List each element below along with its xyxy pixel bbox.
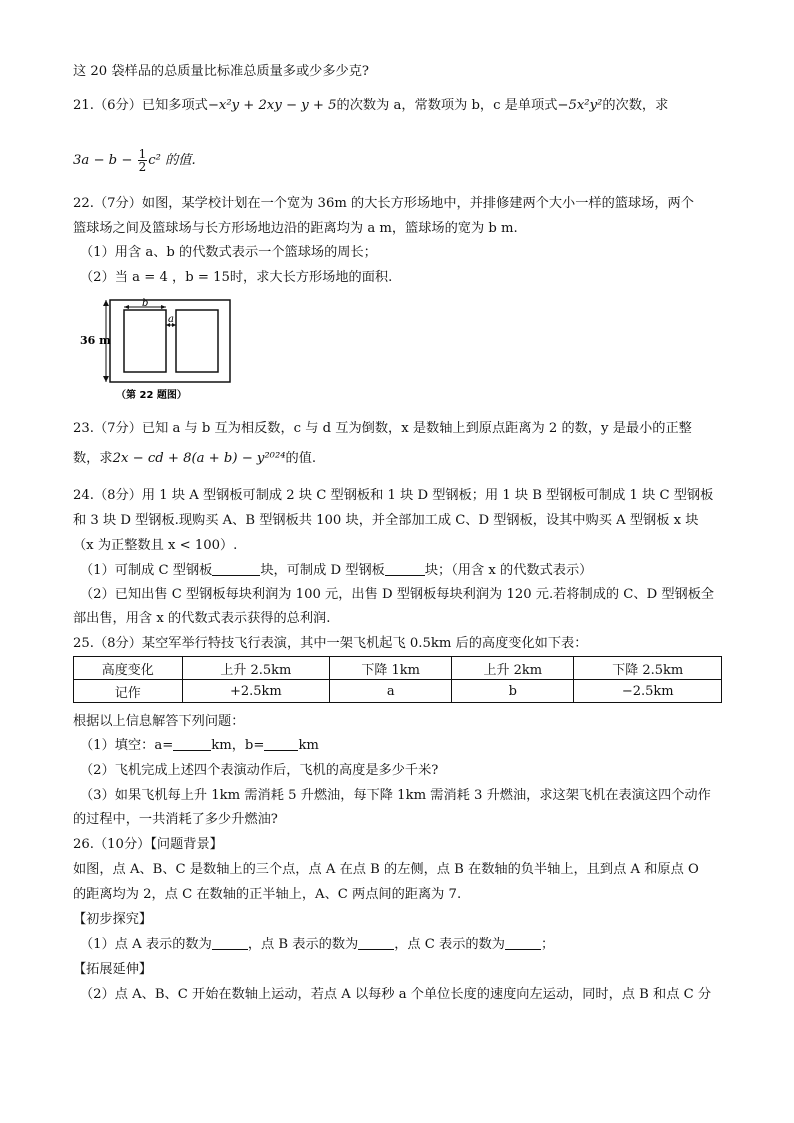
q26-line1: 26.（10分）【问题背景】 [73, 837, 223, 852]
q22-diagram [80, 298, 240, 408]
q23-text: 数，求 [73, 451, 113, 466]
table-cell: +2.5km [182, 680, 330, 703]
answer-blank[interactable] [212, 562, 260, 576]
table-cell: b [452, 680, 574, 703]
q23-text-end: 的值. [285, 451, 317, 466]
q24-sub1-text-mid: 块，可制成 D 型钢板 [260, 563, 385, 578]
q21-expr-end: c² 的值. [148, 153, 196, 168]
q21-text-end: 的次数，求 [602, 98, 669, 113]
table-row [74, 680, 722, 703]
label-b: b [142, 298, 149, 309]
arrow-head-top [103, 300, 109, 306]
q24-sub2: （2）已知出售 C 型钢板每块利润为 100 元，出售 D 型钢板每块利润为 120 元.若将制成的 C、D 型钢板全 [80, 587, 715, 602]
q25-sub1 [80, 737, 740, 755]
answer-blank[interactable] [173, 737, 211, 751]
q24-line1: 24.（8分）用 1 块 A 型钢板可制成 2 块 C 型钢板和 1 块 D 型钢板；用 1 块 B 型钢板可制成 1 块 C 型钢板 [73, 488, 714, 503]
q26-section2: 【拓展延伸】 [73, 962, 153, 977]
q22-figure [80, 298, 240, 412]
q26-line2: 如图，点 A、B、C 是数轴上的三个点，点 A 在点 B 的左侧，点 B 在数轴的负半轴上，且到点 A 和原点 O [73, 862, 699, 877]
q26-sub1-text-c: ，点 C 表示的数为 [394, 937, 505, 952]
q21-line1 [73, 97, 733, 115]
table-cell: −2.5km [574, 680, 722, 703]
q23-line1: 23.（7分）已知 a 与 b 互为相反数，c 与 d 互为倒数，x 是数轴上到原点距离为 2 的数，y 是最小的正整 [73, 421, 692, 436]
table-cell: 下降 2.5km [574, 657, 722, 680]
q22-sub2: （2）当 a = 4 ，b = 15时，求大长方形场地的面积. [80, 270, 393, 285]
table-row [74, 657, 722, 680]
b-arrow-left [124, 305, 129, 309]
q21-fraction-num: 1 [138, 147, 147, 161]
q24-sub1 [80, 562, 740, 580]
court-right [176, 310, 218, 372]
b-arrow-right [161, 305, 166, 309]
q21-fraction [138, 148, 148, 173]
table-cell: 上升 2km [452, 657, 574, 680]
q24-line2: 和 3 块 D 型钢板.现购买 A、B 型钢板共 100 块，并全部加工成 C、D 型钢板，设其中购买 A 型钢板 x 块 [73, 513, 699, 528]
table-cell: 下降 1km [330, 657, 452, 680]
q21-monomial: −5x²y² [557, 98, 603, 113]
q26-sub1 [80, 936, 740, 954]
table-cell: a [330, 680, 452, 703]
q26-sub1-text-b: ，点 B 表示的数为 [247, 937, 359, 952]
q24-line3: （x 为正整数且 x < 100）. [73, 538, 238, 553]
answer-blank[interactable] [505, 936, 541, 950]
label-36m: 36 m [80, 334, 111, 347]
arrow-head-bottom [103, 376, 109, 382]
q26-sub2: （2）点 A、B、C 开始在数轴上运动，若点 A 以每秒 a 个单位长度的速度向左运动，同时，点 B 和点 C 分 [80, 987, 712, 1002]
q24-sub1-text-end: 块；（用含 x 的代数式表示） [424, 563, 593, 578]
field-rect [110, 300, 230, 382]
q23-line2 [73, 450, 733, 468]
q25-line2: 根据以上信息解答下列问题： [73, 714, 245, 729]
q25-sub1-text: （1）填空：a= [80, 738, 174, 753]
q24-sub2-cont: 部出售，用含 x 的代数式表示获得的总利润. [73, 611, 331, 626]
q21-line2 [73, 146, 733, 176]
q25-table [73, 656, 722, 703]
q26-line3: 的距离均为 2，点 C 在数轴的正半轴上，A、C 两点间的距离为 7. [73, 887, 462, 902]
answer-blank[interactable] [385, 562, 425, 576]
q21-text-mid: 的次数为 a，常数项为 b，c 是单项式 [336, 98, 558, 113]
q25-sub1-text-mid: km，b= [211, 738, 265, 753]
q21-expr: 3a − b − [73, 153, 133, 168]
answer-blank[interactable] [264, 737, 298, 751]
q24-sub1-text: （1）可制成 C 型钢板 [80, 563, 213, 578]
q25-sub2: （2）飞机完成上述四个表演动作后，飞机的高度是多少千米? [80, 763, 439, 778]
q26-sub1-text: （1）点 A 表示的数为 [80, 937, 212, 952]
q20-tail: 这 20 袋样品的总质量比标准总质量多或少多少克? [73, 64, 369, 79]
q26-sub1-text-end: ； [541, 937, 555, 952]
q25-sub1-text-end: km [298, 738, 319, 753]
label-a: a [168, 314, 174, 325]
answer-blank[interactable] [212, 936, 248, 950]
q21-text: 21.（6分）已知多项式 [73, 98, 208, 113]
court-left [124, 310, 166, 372]
q25-sub3: （3）如果飞机每上升 1km 需消耗 5 升燃油，每下降 1km 需消耗 3 升燃油，求这架飞机在表演这四个动作 [80, 788, 711, 803]
q22-line1: 22.（7分）如图，某学校计划在一个宽为 36m 的大长方形场地中，并排修建两个大小一样的篮球场，两个 [73, 196, 694, 211]
q26-section1: 【初步探究】 [73, 912, 153, 927]
table-cell: 高度变化 [74, 657, 183, 680]
figure-caption: （第 22 题图） [116, 390, 187, 401]
q23-expression: 2x − cd + 8(a + b) − y²⁰²⁴ [112, 451, 286, 466]
q22-line2: 篮球场之间及篮球场与长方形场地边沿的距离均为 a m，篮球场的宽为 b m. [73, 221, 518, 236]
q25-sub3-cont: 的过程中，一共消耗了多少升燃油? [73, 812, 278, 827]
table-cell: 记作 [74, 680, 183, 703]
answer-blank[interactable] [358, 936, 394, 950]
q22-sub1: （1）用含 a、b 的代数式表示一个篮球场的周长； [80, 245, 377, 260]
q25-line1: 25.（8分）某空军举行特技飞行表演，其中一架飞机起飞 0.5km 后的高度变化如下表： [73, 636, 588, 651]
table-cell: 上升 2.5km [182, 657, 330, 680]
q21-polynomial: −x²y + 2xy − y + 5 [207, 98, 337, 113]
q21-fraction-den: 2 [138, 160, 147, 174]
